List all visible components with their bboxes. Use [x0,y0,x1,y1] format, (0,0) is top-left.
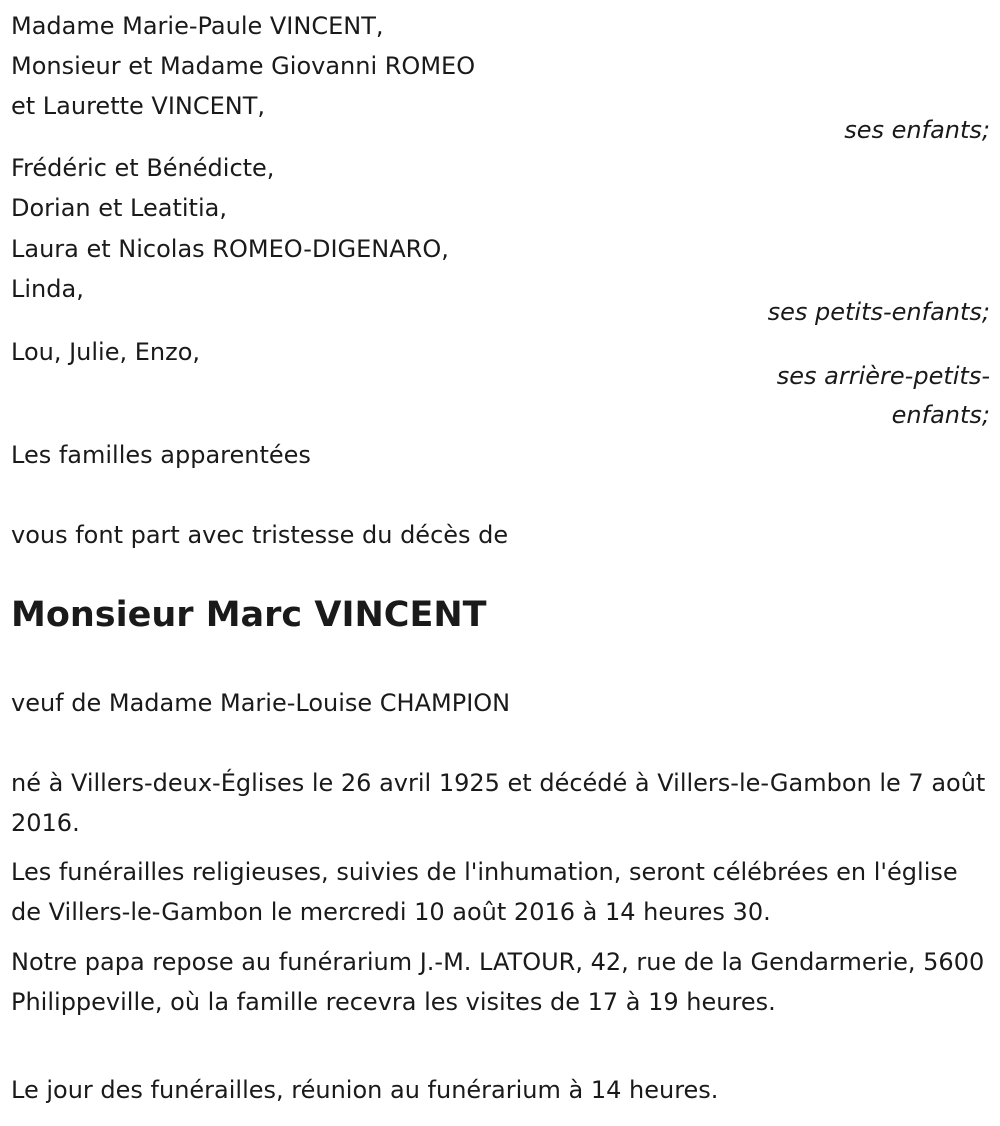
role-great-grandchildren-1: ses arrière-petits- [776,362,990,390]
funeral-text: Les funérailles religieuses, suivies de l'inhumation, seront célébrées en l'église de Villers-le-Gambon le mercredi 10 août 2016 à 14 heures 30. [11,858,958,926]
deceased-name: Monsieur Marc VINCENT [11,595,487,635]
widower-text: veuf de Madame Marie-Louise CHAMPION [11,689,511,717]
role-great-grandchildren-2: enfants; [891,401,990,429]
funerarium-text: Notre papa repose au funérarium J.-M. LATOUR, 42, rue de la Gendarmerie, 5600 Philippeville, où la famille recevra les visites de 17 à 19 heures. [11,948,985,1016]
meeting-text: Le jour des funérailles, réunion au funérarium à 14 heures. [11,1076,719,1104]
grandchild-line: Laura et Nicolas ROMEO-DIGENARO, [11,235,449,263]
families-text: Les familles apparentées [11,441,311,469]
role-grandchildren: ses petits-enfants; [767,298,990,326]
child-line: Madame Marie-Paule VINCENT, [11,12,384,40]
announce-text: vous font part avec tristesse du décès de [11,521,509,549]
child-line: et Laurette VINCENT, [11,92,266,120]
birth-death-text: né à Villers-deux-Églises le 26 avril 1925 et décédé à Villers-le-Gambon le 7 août 2016. [11,769,986,837]
grandchild-line: Dorian et Leatitia, [11,194,227,222]
child-line: Monsieur et Madame Giovanni ROMEO [11,52,476,80]
grandchild-line: Frédéric et Bénédicte, [11,154,275,182]
grandchild-line: Linda, [11,275,84,303]
great-grandchild-line: Lou, Julie, Enzo, [11,338,201,366]
role-children: ses enfants; [844,116,990,144]
